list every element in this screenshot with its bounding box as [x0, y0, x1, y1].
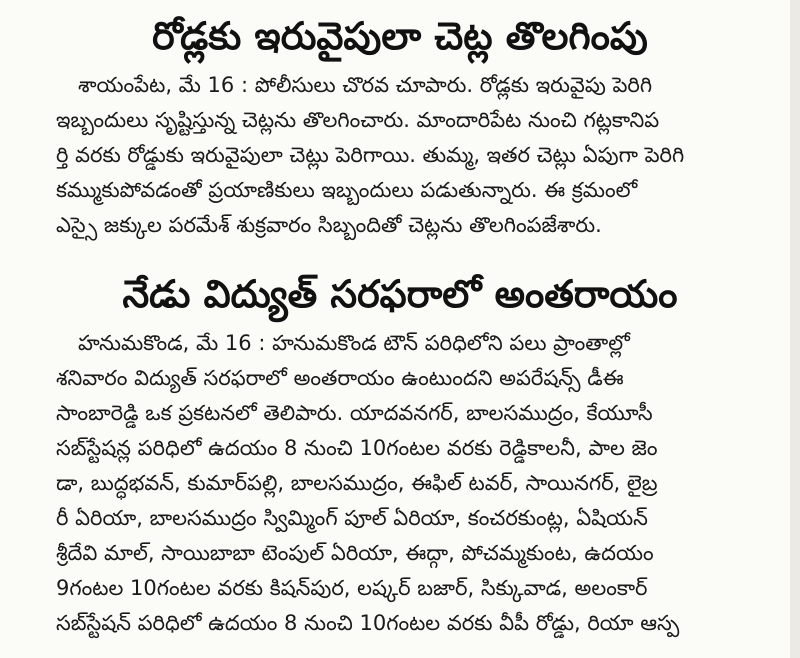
article-headline: నేడు విద్యుత్ సరఫరాలో అంతరాయం	[122, 272, 678, 316]
article-line: ర్తి వరకు రోడ్డుకు ఇరువైపులా చెట్లు పెరిగాయి. తుమ్మ, ఇతర చెట్లు ఏపుగా పెరిగి	[56, 143, 685, 167]
article-line: ఎస్సై జక్కుల పరమేశ్ శుక్రవారం సిబ్బందితో చెట్లను తొలగింపజేశారు.	[56, 213, 602, 237]
article-line: శాయంపేట, మే 16 : పోలీసులు చొరవ చూపారు. రోడ్లకు ఇరువైపు పెరిగి	[78, 73, 653, 97]
article-line: సబ్‌స్టేషన్ పరిధిలో ఉదయం 8 నుంచి 10గంటల వరకు వీపీ రోడ్డు, రియా ఆస్ప	[56, 611, 680, 635]
article-body	[0, 326, 800, 641]
article-line: శ్రీదేవి మాల్, సాయిబాబా టెంపుల్ ఏరియా, ఈద్గా, పోచమ్మకుంట, ఉదయం	[56, 541, 654, 565]
article-tree-removal	[0, 4, 800, 243]
article-line: శనివారం విద్యుత్ సరఫరాలో అంతరాయం ఉంటుందని అపరేషన్స్ డీఈ	[56, 366, 624, 390]
article-power-outage	[0, 262, 800, 641]
article-line: రీ ఏరియా, బాలసముద్రం స్విమ్మింగ్ పూల్ ఏరియా, కంచరకుంట్ల, ఏషియన్	[56, 506, 648, 530]
page-edge	[790, 0, 800, 658]
article-line: హనుమకొండ, మే 16 : హనుమకొండ టౌన్ పరిధిలోని పలు ప్రాంతాల్లో	[78, 331, 630, 355]
article-body	[0, 68, 800, 243]
article-line: సాంబారెడ్డి ఒక ప్రకటనలో తెలిపారు. యాదవనగర్, బాలసముద్రం, కేయూసీ	[56, 401, 653, 425]
article-headline: రోడ్లకు ఇరువైపులా చెట్ల తొలగింపు	[152, 14, 648, 58]
article-line: సబ్‌స్టేషన్ల పరిధిలో ఉదయం 8 నుంచి 10గంటల వరకు రెడ్డికాలనీ, పాల జెం	[56, 436, 658, 460]
article-line: డా, బుద్ధభవన్, కుమార్‌పల్లి, బాలసముద్రం, ఈఫిల్ టవర్, సాయినగర్, లైబ్ర	[56, 471, 658, 495]
article-line: 9గంటల 10గంటల వరకు కిషన్‌పుర, లష్కర్ బజార్, సిక్కువాడ, అలంకార్	[56, 576, 648, 600]
article-line: కమ్ముకుపోవడంతో ప్రయాణికులు ఇబ్బందులు పడుతున్నారు. ఈ క్రమంలో	[56, 178, 638, 202]
article-line: ఇబ్బందులు సృష్టిస్తున్న చెట్లను తొలగించారు. మాందారిపేట నుంచి గట్లకానిప	[56, 108, 660, 132]
